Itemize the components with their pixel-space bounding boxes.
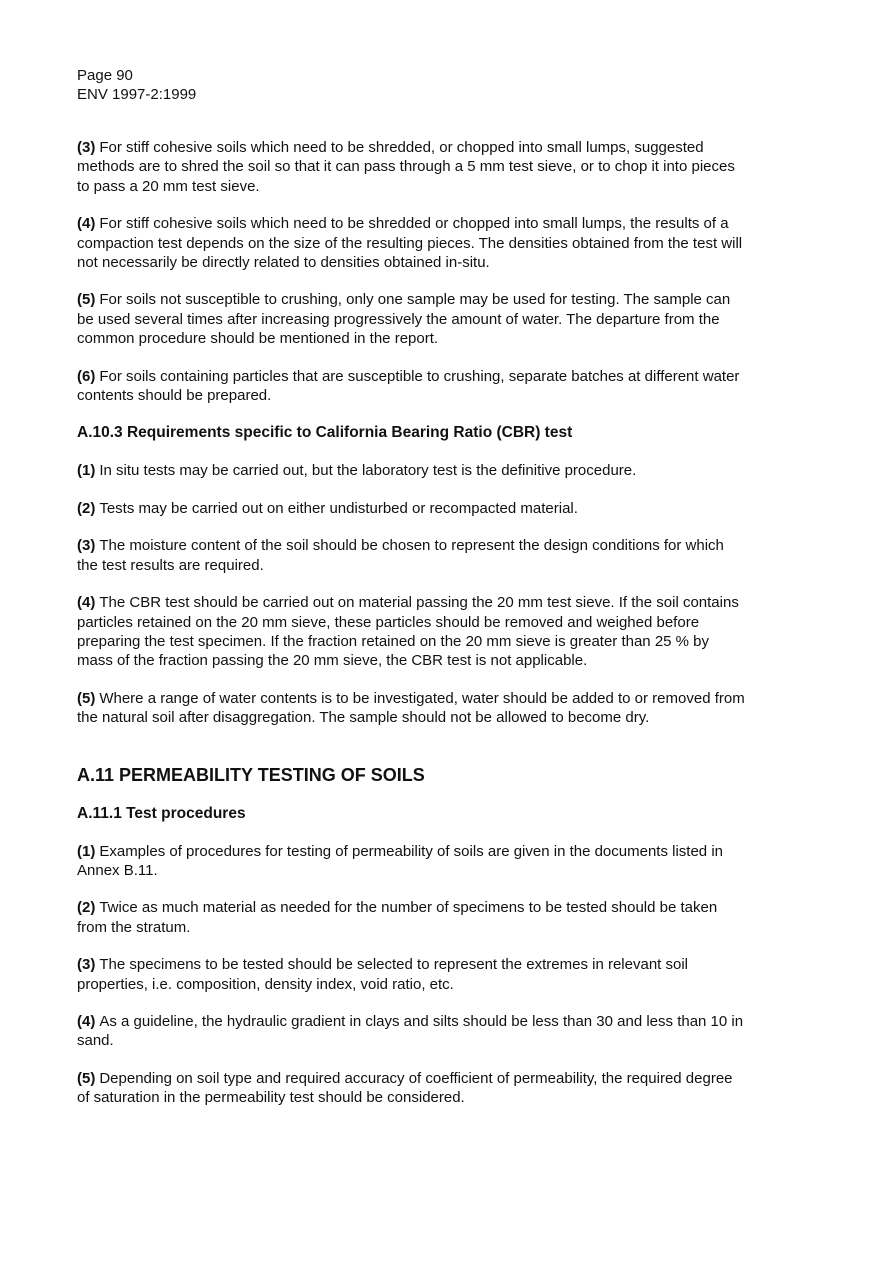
paragraph-text: As a guideline, the hydraulic gradient in clays and silts should be less than 30 and less than 10 in sand. [77, 1012, 744, 1050]
page-content [77, 138, 747, 1126]
paragraph [77, 1069, 747, 1108]
paragraph-number: (2) [77, 499, 96, 517]
paragraph-text: Where a range of water contents is to be investigated, water should be added to or removed from the natural soil after disaggregation. The sample should not be allowed to become dry. [77, 689, 745, 727]
paragraph [77, 290, 747, 348]
paragraph-text: The moisture content of the soil should be chosen to represent the design conditions for which the test results are required. [77, 537, 724, 574]
paragraph-number: (5) [77, 689, 96, 707]
paragraph-text: For soils not susceptible to crushing, only one sample may be used for testing. The sample can be used several times after increasing progressively the amount of water. The departure from the common procedure should be mentioned in the report. [77, 291, 731, 348]
paragraph-number: (4) [77, 1012, 96, 1030]
paragraph-number: (5) [77, 1069, 96, 1087]
paragraph [77, 138, 747, 196]
section-heading-permeability: A.11 PERMEABILITY TESTING OF SOILS [77, 764, 425, 785]
paragraph [77, 367, 747, 406]
paragraph-text: Depending on soil type and required accuracy of coefficient of permeability, the required degree of saturation in the permeability test should be considered. [77, 1069, 733, 1107]
paragraph-number: (1) [77, 842, 96, 860]
paragraph-text: For soils containing particles that are susceptible to crushing, separate batches at different water contents should be prepared. [77, 367, 740, 405]
paragraph-number: (5) [77, 291, 96, 309]
paragraph-number: (6) [77, 367, 96, 385]
paragraph-number: (3) [77, 956, 96, 974]
paragraph-text: In situ tests may be carried out, but the laboratory test is the definitive procedure. [99, 462, 637, 480]
paragraph-number: (4) [77, 215, 96, 233]
standard-reference: ENV 1997-2:1999 [77, 86, 197, 103]
section-heading-cbr: A.10.3 Requirements specific to California Bearing Ratio (CBR) test [77, 424, 573, 442]
paragraph [77, 842, 747, 881]
paragraph-text: The CBR test should be carried out on material passing the 20 mm test sieve. If the soil contains particles retained on the 20 mm sieve, these particles should be removed and weighed before preparing the test specimen. If the fraction retained on the 20 mm sieve is greater than 25 % by mass of the fraction passing the 20 mm sieve, the CBR test is not applicable. [77, 594, 739, 670]
paragraph-text: For stiff cohesive soils which need to be shredded or chopped into small lumps, the results of a compaction test depends on the size of the resulting pieces. The densities obtained from the test will not necessarily be directly related to densities obtained in-situ. [77, 215, 743, 272]
page-header [77, 66, 196, 104]
paragraph [77, 898, 747, 937]
subsection-heading-test-procedures: A.11.1 Test procedures [77, 804, 246, 822]
paragraph-text: Examples of procedures for testing of permeability of soils are given in the documents listed in Annex B.11. [77, 842, 723, 879]
paragraph-text: The specimens to be tested should be selected to represent the extremes in relevant soil properties, i.e. composition, density index, void ratio, etc. [77, 956, 689, 993]
paragraph-number: (1) [77, 462, 96, 480]
paragraph [77, 536, 747, 575]
paragraph [77, 689, 747, 728]
paragraph [77, 214, 747, 272]
paragraph-text: Tests may be carried out on either undisturbed or recompacted material. [99, 499, 578, 517]
paragraph [77, 499, 747, 518]
paragraph [77, 955, 747, 994]
paragraph-text: For stiff cohesive soils which need to be shredded, or chopped into small lumps, suggested methods are to shred the soil so that it can pass through a 5 mm test sieve, or to chop it into pieces to pass a 20 mm test sieve. [77, 139, 735, 195]
paragraph-text: Twice as much material as needed for the number of specimens to be tested should be taken from the stratum. [77, 899, 718, 936]
paragraph-number: (3) [77, 139, 96, 156]
paragraph-number: (2) [77, 899, 96, 917]
paragraph-number: (3) [77, 537, 96, 555]
paragraph [77, 1012, 747, 1051]
paragraph-number: (4) [77, 594, 96, 612]
page-number: Page 90 [77, 67, 133, 84]
paragraph [77, 593, 747, 671]
paragraph [77, 461, 747, 480]
